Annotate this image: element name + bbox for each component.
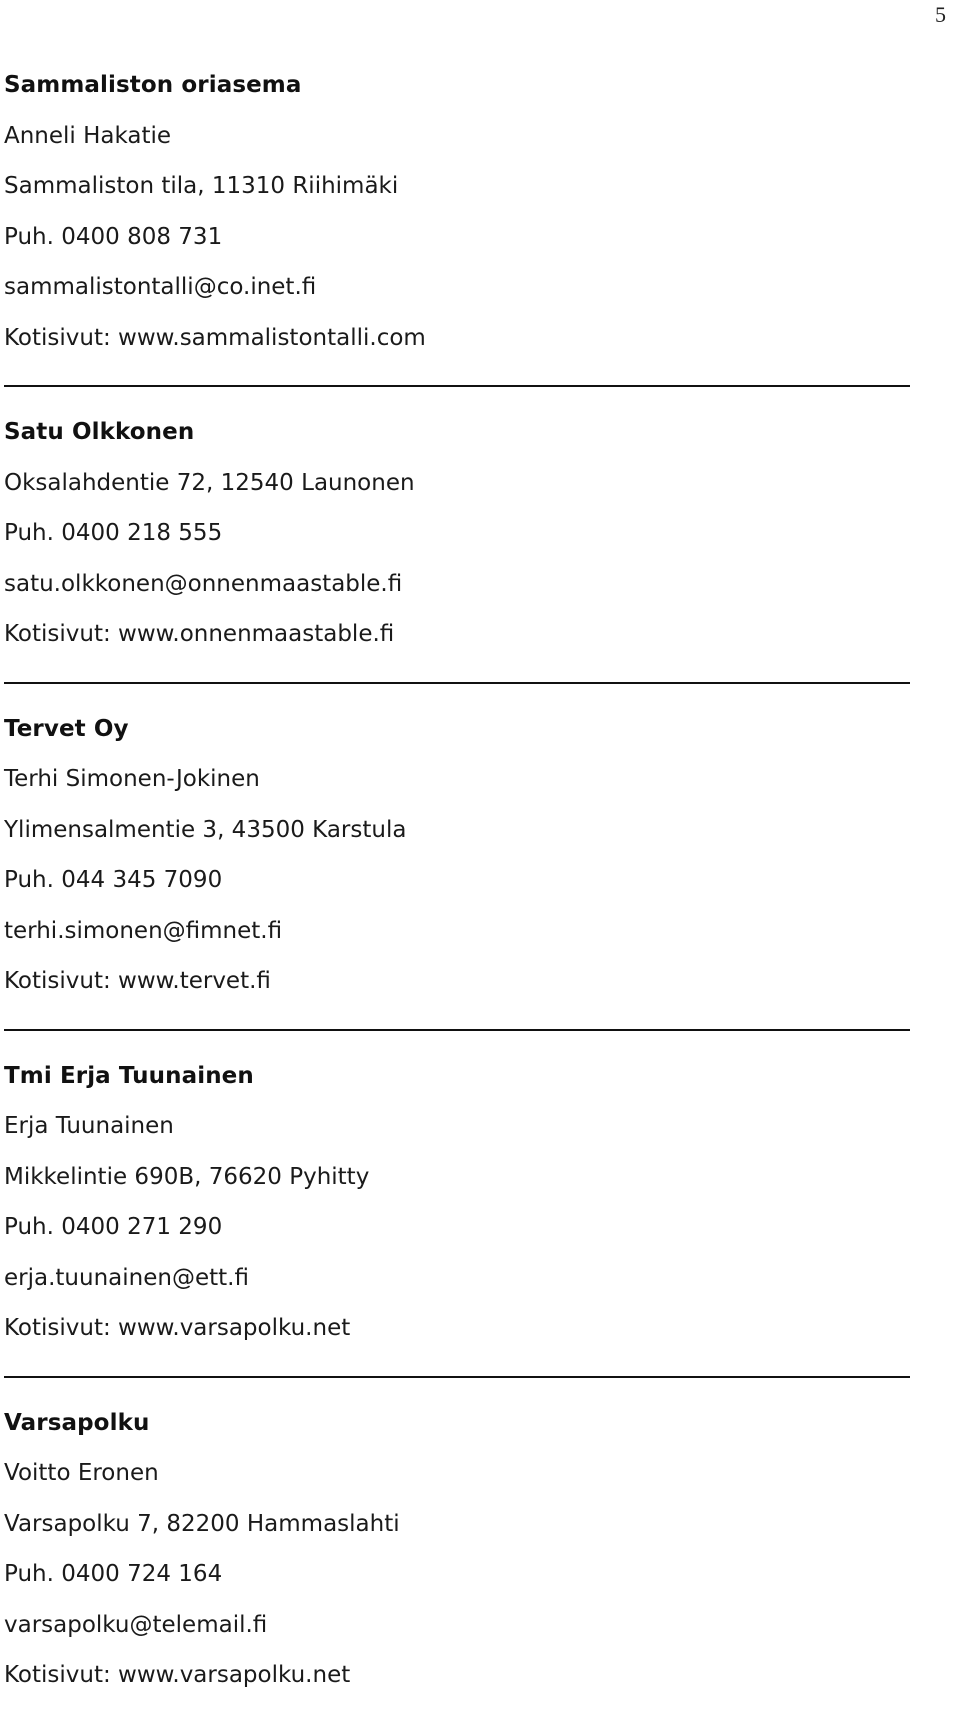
address: Mikkelintie 690B, 76620 Pyhitty <box>4 1163 370 1190</box>
website: Kotisivut: www.sammalistontalli.com <box>4 324 426 351</box>
entry-title: Satu Olkkonen <box>4 419 195 445</box>
contact-person: Anneli Hakatie <box>4 122 172 149</box>
separator-line <box>4 385 910 387</box>
phone: Puh. 0400 271 290 <box>4 1214 223 1240</box>
email: varsapolku@telemail.fi <box>4 1611 268 1638</box>
address: Ylimensalmentie 3, 43500 Karstula <box>4 816 407 843</box>
phone: Puh. 0400 218 555 <box>4 520 223 546</box>
page-number: 5 <box>935 2 946 27</box>
email: satu.olkkonen@onnenmaastable.fi <box>4 570 403 597</box>
website: Kotisivut: www.varsapolku.net <box>4 1662 351 1688</box>
phone: Puh. 044 345 7090 <box>4 867 223 893</box>
contact-entry <box>4 1398 910 1701</box>
separator-line <box>4 1376 910 1378</box>
entry-title: Tervet Oy <box>4 715 129 742</box>
contact-entry <box>4 704 910 1007</box>
website: Kotisivut: www.varsapolku.net <box>4 1315 351 1341</box>
contact-person: Terhi Simonen-Jokinen <box>4 766 260 792</box>
address: Oksalahdentie 72, 12540 Launonen <box>4 469 415 496</box>
contact-person: Erja Tuunainen <box>4 1113 174 1139</box>
contact-entry <box>4 407 910 660</box>
contact-person: Voitto Eronen <box>4 1460 159 1486</box>
email: erja.tuunainen@ett.fi <box>4 1264 249 1291</box>
address: Varsapolku 7, 82200 Hammaslahti <box>4 1510 400 1537</box>
entry-title: Tmi Erja Tuunainen <box>4 1062 254 1089</box>
separator-line <box>4 682 910 684</box>
phone: Puh. 0400 724 164 <box>4 1561 223 1587</box>
email: terhi.simonen@fimnet.fi <box>4 917 283 944</box>
website: Kotisivut: www.onnenmaastable.fi <box>4 621 395 647</box>
email: sammalistontalli@co.inet.fi <box>4 274 317 300</box>
entry-title: Varsapolku <box>4 1409 150 1436</box>
phone: Puh. 0400 808 731 <box>4 223 223 250</box>
contact-entry <box>4 1051 910 1354</box>
website: Kotisivut: www.tervet.fi <box>4 968 271 994</box>
contact-entry <box>4 60 910 363</box>
separator-line <box>4 1029 910 1031</box>
entry-title: Sammaliston oriasema <box>4 72 302 98</box>
address: Sammaliston tila, 11310 Riihimäki <box>4 173 399 199</box>
contact-list <box>4 60 910 1701</box>
